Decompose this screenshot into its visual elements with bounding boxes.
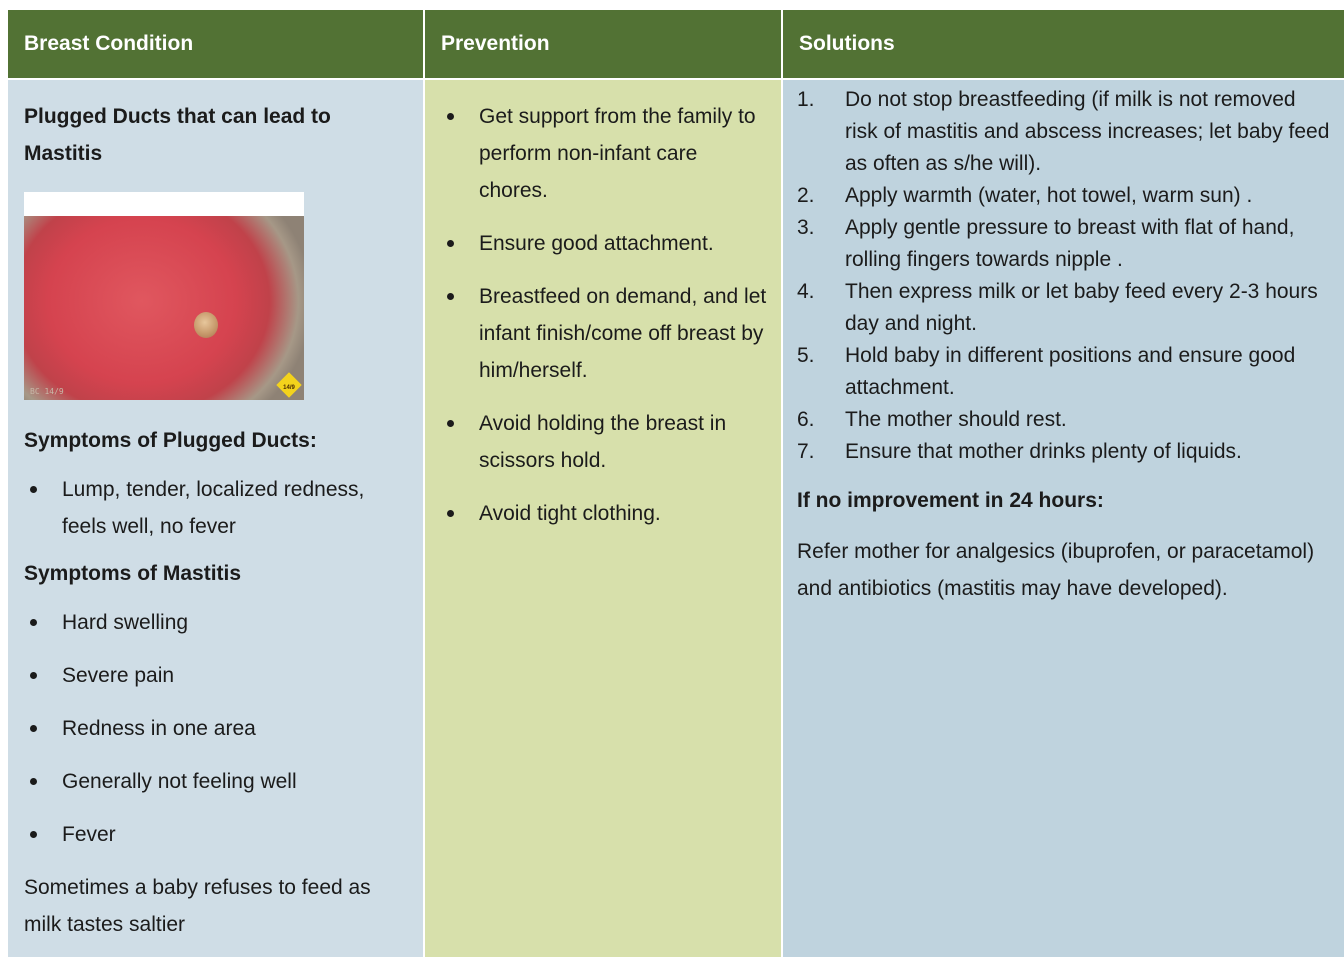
prevention-cell <box>425 78 783 957</box>
list-item: Redness in one area <box>24 710 409 747</box>
breast-photo <box>24 192 304 400</box>
saltier-milk-note: Sometimes a baby refuses to feed as milk tastes saltier <box>24 876 371 936</box>
step-number: 3. <box>797 216 815 239</box>
list-item: Get support from the family to perform non-infant care chores. <box>437 98 771 209</box>
solutions-cell <box>783 78 1344 957</box>
condition-cell <box>8 78 425 957</box>
step-text: Ensure that mother drinks plenty of liquids. <box>845 440 1242 463</box>
plugged-duct-image <box>24 216 304 400</box>
mastitis-heading: Symptoms of Mastitis <box>24 562 242 585</box>
condition-title: Plugged Ducts that can lead to Mastitis <box>24 105 331 165</box>
list-item: Generally not feeling well <box>24 763 409 800</box>
header-solutions: Solutions <box>783 10 1344 78</box>
referral-text: Refer mother for analgesics (ibuprofen, or paracetamol) and antibiotics (mastitis may have developed). <box>797 540 1315 600</box>
header-prevention: Prevention <box>425 10 783 78</box>
header-breast-condition: Breast Condition <box>8 10 425 78</box>
step-text: Do not stop breastfeeding (if milk is not removed risk of mastitis and abscess increases; let baby feed as often as s/he will). <box>845 88 1330 175</box>
list-item <box>797 84 1334 180</box>
step-number: 6. <box>797 408 815 431</box>
list-item <box>797 436 1334 468</box>
list-item: Avoid tight clothing. <box>437 495 771 532</box>
mastitis-list <box>24 604 409 853</box>
list-item: Hard swelling <box>24 604 409 641</box>
step-text: Apply gentle pressure to breast with flat of hand, rolling fingers towards nipple . <box>845 216 1295 271</box>
breast-conditions-table <box>8 10 1344 957</box>
step-text: Hold baby in different positions and ensure good attachment. <box>845 344 1296 399</box>
list-item: Breastfeed on demand, and let infant finish/come off breast by him/herself. <box>437 278 771 389</box>
no-improvement-heading: If no improvement in 24 hours: <box>797 489 1104 512</box>
list-item <box>797 212 1334 276</box>
prevention-list <box>437 98 771 532</box>
list-item: Fever <box>24 816 409 853</box>
nipple-shape <box>194 312 218 338</box>
list-item <box>797 340 1334 404</box>
step-number: 5. <box>797 344 815 367</box>
list-item <box>797 180 1334 212</box>
plugged-ducts-list <box>24 471 409 545</box>
photo-badge-label: 14/9 <box>283 385 295 391</box>
list-item: Ensure good attachment. <box>437 225 771 262</box>
step-number: 2. <box>797 184 815 207</box>
list-item: Severe pain <box>24 657 409 694</box>
step-text: Apply warmth (water, hot towel, warm sun) . <box>845 184 1253 207</box>
step-number: 4. <box>797 280 815 303</box>
list-item: Avoid holding the breast in scissors hold. <box>437 405 771 479</box>
step-number: 7. <box>797 440 815 463</box>
step-text: Then express milk or let baby feed every 2-3 hours day and night. <box>845 280 1318 335</box>
list-item <box>797 276 1334 340</box>
step-text: The mother should rest. <box>845 408 1067 431</box>
list-item <box>797 404 1334 436</box>
plugged-ducts-heading: Symptoms of Plugged Ducts: <box>24 429 317 452</box>
list-item: Lump, tender, localized redness, feels well, no fever <box>24 471 409 545</box>
solutions-steps <box>797 84 1334 468</box>
photo-caption: BC 14/9 <box>30 387 64 396</box>
step-number: 1. <box>797 88 815 111</box>
